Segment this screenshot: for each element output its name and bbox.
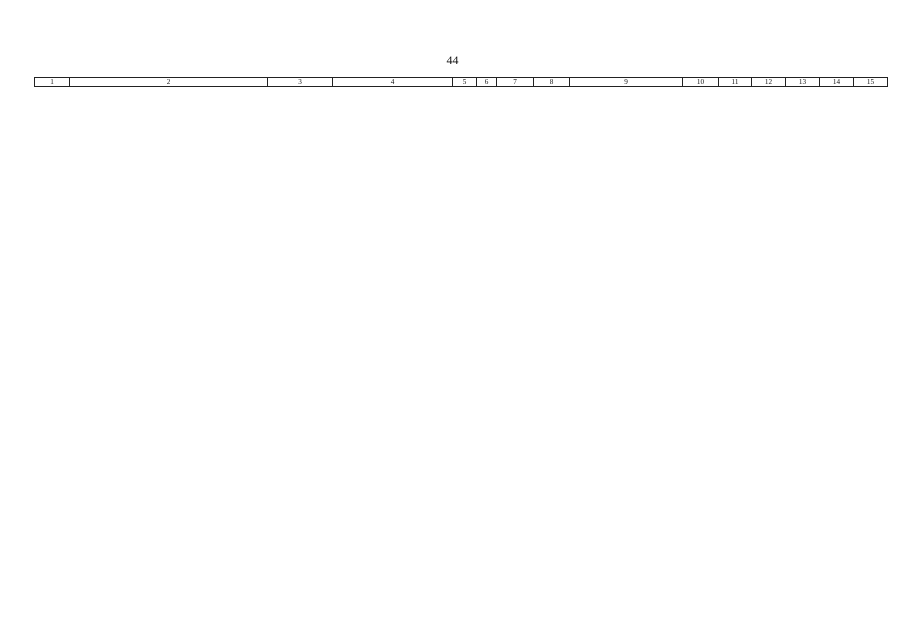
funding-table bbox=[34, 77, 888, 87]
header-cell: 9 bbox=[570, 78, 683, 87]
header-cell: 3 bbox=[268, 78, 333, 87]
header-cell: 10 bbox=[683, 78, 719, 87]
header-cell: 12 bbox=[752, 78, 786, 87]
header-cell: 1 bbox=[35, 78, 70, 87]
header-cell: 6 bbox=[477, 78, 497, 87]
header-cell: 13 bbox=[786, 78, 820, 87]
header-cell: 8 bbox=[534, 78, 570, 87]
header-cell: 4 bbox=[333, 78, 453, 87]
header-row bbox=[35, 78, 888, 87]
header-cell: 5 bbox=[453, 78, 477, 87]
page-number: 44 bbox=[446, 53, 459, 67]
header-cell: 7 bbox=[497, 78, 534, 87]
header-cell: 11 bbox=[719, 78, 752, 87]
header-cell: 15 bbox=[854, 78, 888, 87]
header-cell: 2 bbox=[70, 78, 268, 87]
header-cell: 14 bbox=[820, 78, 854, 87]
table-body bbox=[35, 78, 888, 87]
